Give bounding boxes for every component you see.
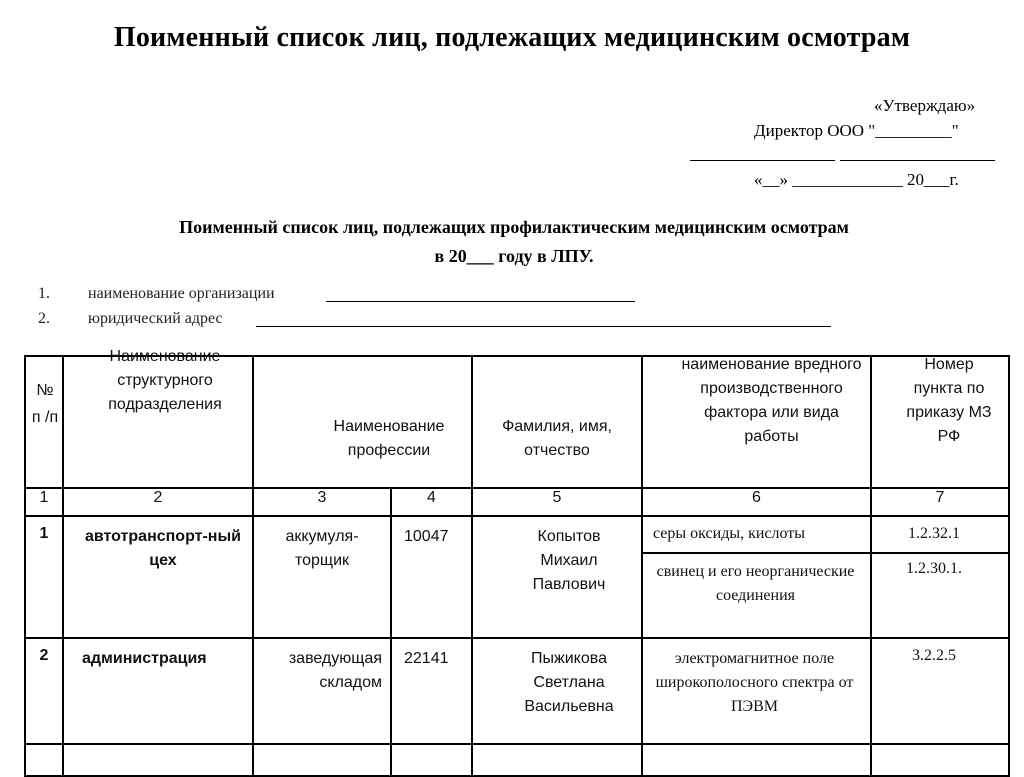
header-cell <box>472 356 642 488</box>
signature-line <box>690 160 835 161</box>
row-number-cell <box>25 638 63 744</box>
code-cell <box>391 516 472 638</box>
department-cell <box>63 516 253 638</box>
column-number: 6 <box>642 488 871 516</box>
row-number: 1 <box>39 525 49 542</box>
header-cell <box>253 356 472 488</box>
clause-cell <box>871 516 1009 553</box>
table-row-empty <box>25 744 1009 776</box>
column-number: 3 <box>253 488 391 516</box>
profession: заведующая складом <box>288 650 382 691</box>
full-name: Копытов Михаил Павлович <box>532 528 606 593</box>
header-cell <box>642 356 871 488</box>
name-cell <box>472 516 642 638</box>
table-row <box>25 638 1009 744</box>
table-row <box>25 516 1009 553</box>
column-number: 5 <box>472 488 642 516</box>
field-organization <box>38 285 275 303</box>
header-department: Наименование структурного подразделения <box>108 348 222 413</box>
field-number: 2. <box>38 310 50 327</box>
header-full-name: Фамилия, имя, отчество <box>502 418 612 459</box>
clause: 3.2.2.5 <box>912 647 956 664</box>
signature-name-line <box>840 160 995 161</box>
empty-cell <box>25 744 63 776</box>
approval-director: Директор ООО "_________" <box>754 121 959 140</box>
document-title: Поименный список лиц, подлежащих медицинским осмотрам <box>113 22 911 53</box>
header-clause: Номер пункта по приказу МЗ РФ <box>906 356 992 445</box>
column-number: 2 <box>63 488 253 516</box>
row-number: 2 <box>39 647 49 664</box>
empty-cell <box>871 744 1009 776</box>
department-cell <box>63 638 253 744</box>
clause-cell <box>871 638 1009 744</box>
approval-heading: «Утверждаю» <box>874 96 976 115</box>
empty-cell <box>253 744 391 776</box>
list-subtitle: Поименный список лиц, подлежащих профилактическим медицинским осмотрам <box>179 217 849 237</box>
field-number: 1. <box>38 285 50 302</box>
factor-cell <box>642 516 871 553</box>
header-cell <box>25 356 63 488</box>
empty-cell <box>642 744 871 776</box>
factor-cell <box>642 638 871 744</box>
column-number: 4 <box>391 488 472 516</box>
column-number: 7 <box>871 488 1009 516</box>
department: администрация <box>82 650 207 667</box>
approval-date: «__» _____________ 20___г. <box>754 170 959 189</box>
organization-underline <box>326 301 635 302</box>
clause: 1.2.32.1 <box>908 525 960 542</box>
address-underline <box>256 326 831 327</box>
header-number: № п /п <box>31 382 59 426</box>
field-label: наименование организации <box>88 285 275 302</box>
empty-cell <box>472 744 642 776</box>
factor: электромагнитное поле широкополосного спектра от ПЭВМ <box>655 650 854 715</box>
profession-code: 22141 <box>404 650 449 667</box>
profession-code: 10047 <box>404 528 449 545</box>
header-profession: Наименование профессии <box>333 418 445 459</box>
column-number-row <box>25 488 1009 516</box>
factor-cell <box>642 553 871 638</box>
row-number-cell <box>25 516 63 638</box>
employee-table <box>24 348 1010 777</box>
factor: серы оксиды, кислоты <box>653 525 806 542</box>
field-label: юридический адрес <box>88 310 223 327</box>
department: автотранспорт-ный цех <box>85 528 241 569</box>
header-cell <box>871 356 1009 488</box>
list-year: в 20___ году в ЛПУ. <box>434 246 594 266</box>
header-factor: наименование вредного производственного фактора или вида работы <box>681 356 862 445</box>
factor: свинец и его неорганические соединения <box>656 563 855 605</box>
empty-cell <box>391 744 472 776</box>
clause-cell <box>871 553 1009 638</box>
clause: 1.2.30.1. <box>906 560 962 578</box>
profession-cell <box>253 516 391 638</box>
column-number: 1 <box>25 488 63 516</box>
code-cell <box>391 638 472 744</box>
header-cell <box>63 348 253 488</box>
full-name: Пыжикова Светлана Васильевна <box>524 650 614 715</box>
name-cell <box>472 638 642 744</box>
table-header-row <box>25 356 1009 488</box>
empty-cell <box>63 744 253 776</box>
field-address <box>38 310 223 328</box>
profession-cell <box>253 638 391 744</box>
profession: аккумуля-торщик <box>285 528 359 569</box>
